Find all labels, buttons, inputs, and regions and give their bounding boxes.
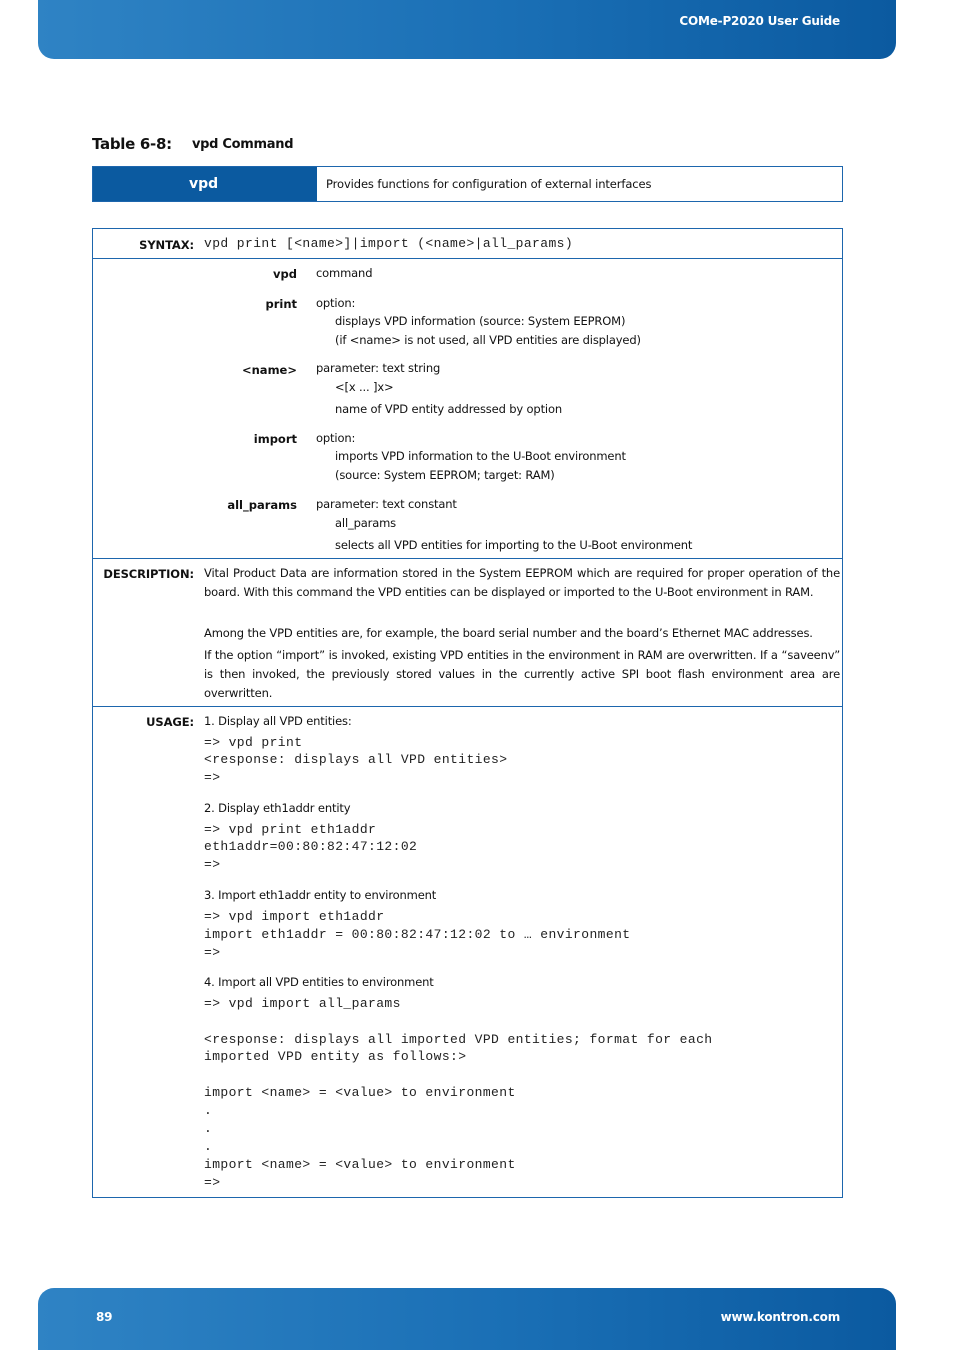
description-section bbox=[93, 558, 842, 706]
table-caption-label: Table 6-8: bbox=[92, 135, 172, 153]
param-name: all_params bbox=[227, 498, 297, 512]
code-line: import <name> = <value> to environment bbox=[204, 1085, 516, 1100]
param-name: print bbox=[265, 297, 297, 311]
param-text: selects all VPD entities for importing to the U-Boot environment bbox=[335, 538, 693, 552]
footer-banner bbox=[38, 1288, 896, 1350]
code-line: . bbox=[204, 1139, 213, 1154]
code-line: => bbox=[204, 770, 221, 785]
param-text: option: bbox=[316, 296, 356, 310]
param-text: option: bbox=[316, 431, 356, 445]
description-paragraph: Among the VPD entities are, for example, the board serial number and the board’s Ethernet MAC addresses. bbox=[204, 626, 813, 640]
command-summary: Provides functions for configuration of external interfaces bbox=[326, 177, 652, 191]
code-line: => bbox=[204, 1175, 221, 1190]
code-line: => vpd import all_params bbox=[204, 996, 401, 1011]
usage-label: USAGE: bbox=[146, 715, 194, 729]
syntax-value: vpd print [<name>]|import (<name>|all_params) bbox=[204, 236, 574, 251]
code-line: imported VPD entity as follows:> bbox=[204, 1049, 467, 1064]
code-line: <response: displays all VPD entities> bbox=[204, 752, 508, 767]
usage-step-title: 4. Import all VPD entities to environment bbox=[204, 975, 434, 989]
document-title: COMe-P2020 User Guide bbox=[679, 14, 840, 28]
command-reference-table bbox=[92, 228, 843, 1198]
command-name: vpd bbox=[93, 167, 317, 201]
code-line: => vpd import eth1addr bbox=[204, 909, 385, 924]
param-text: (source: System EEPROM; target: RAM) bbox=[335, 468, 555, 482]
code-line: => bbox=[204, 945, 221, 960]
description-paragraph: Vital Product Data are information stored in the System EEPROM which are required for proper operation of the board. With this command the VPD entities can be displayed or imported to the U-Boot environment in RAM. bbox=[204, 566, 840, 599]
param-text: all_params bbox=[335, 516, 397, 530]
parameters-section bbox=[93, 258, 842, 558]
code-line: <response: displays all imported VPD entities; format for each bbox=[204, 1032, 713, 1047]
usage-step-title: 3. Import eth1addr entity to environment bbox=[204, 888, 437, 902]
usage-section bbox=[93, 706, 842, 1196]
param-name: <name> bbox=[241, 363, 297, 377]
param-name: vpd bbox=[273, 267, 297, 281]
description-label: DESCRIPTION: bbox=[103, 567, 194, 581]
code-line: . bbox=[204, 1103, 213, 1118]
header-banner bbox=[38, 0, 896, 59]
param-name: import bbox=[253, 432, 297, 446]
code-line: eth1addr=00:80:82:47:12:02 bbox=[204, 839, 418, 854]
code-line: import eth1addr = 00:80:82:47:12:02 to … environment bbox=[204, 927, 631, 942]
code-line: import <name> = <value> to environment bbox=[204, 1157, 516, 1172]
description-paragraph: If the option “import” is invoked, existing VPD entities in the environment in RAM are overwritten. If a “saveenv” is then invoked, the previously stored values in the currently active SPI boot flash environment area are overwritten. bbox=[204, 648, 840, 700]
website-link[interactable]: www.kontron.com bbox=[720, 1310, 840, 1324]
usage-step-title: 2. Display eth1addr entity bbox=[204, 801, 351, 815]
param-text: name of VPD entity addressed by option bbox=[335, 402, 562, 416]
param-text: displays VPD information (source: System EEPROM) bbox=[335, 314, 626, 328]
table-caption bbox=[92, 135, 294, 153]
param-text: <[x ... ]x> bbox=[335, 380, 394, 394]
command-summary-box bbox=[92, 166, 843, 202]
syntax-label: SYNTAX: bbox=[139, 238, 194, 252]
usage-step-title: 1. Display all VPD entities: bbox=[204, 714, 352, 728]
code-line: => vpd print bbox=[204, 735, 303, 750]
param-text: (if <name> is not used, all VPD entities are displayed) bbox=[335, 333, 641, 347]
param-text: parameter: text constant bbox=[316, 497, 457, 511]
code-line: => vpd print eth1addr bbox=[204, 822, 377, 837]
syntax-row bbox=[93, 229, 842, 258]
param-text: parameter: text string bbox=[316, 361, 441, 375]
param-text: imports VPD information to the U-Boot environment bbox=[335, 449, 626, 463]
code-line: . bbox=[204, 1121, 213, 1136]
page-number: 89 bbox=[96, 1310, 113, 1324]
table-caption-title: vpd Command bbox=[192, 137, 294, 152]
code-line: => bbox=[204, 857, 221, 872]
param-text: command bbox=[316, 266, 373, 280]
